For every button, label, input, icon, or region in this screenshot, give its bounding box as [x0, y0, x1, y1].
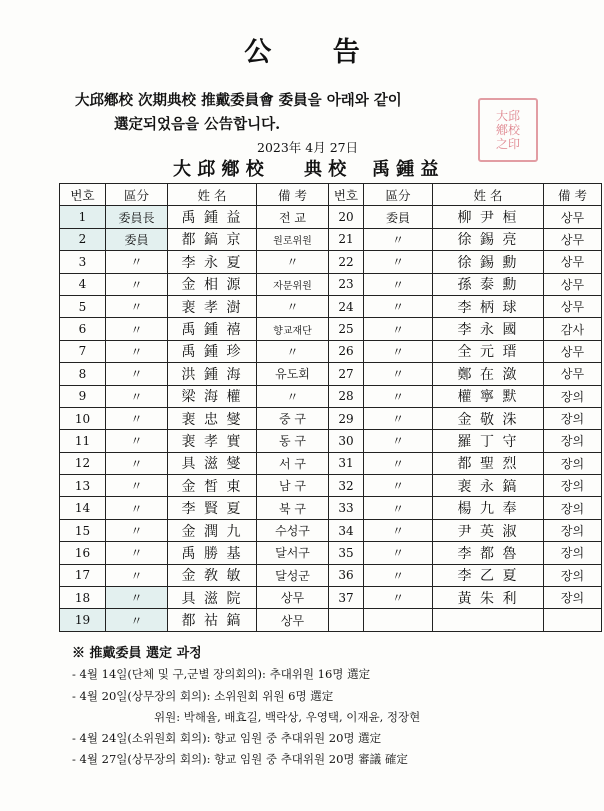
- member-division: 〃: [106, 542, 168, 564]
- member-name: 李 賢 夏: [168, 497, 257, 519]
- member-no: 17: [60, 564, 106, 586]
- member-no: 30: [329, 430, 364, 452]
- header-division: 區分: [364, 184, 433, 206]
- member-note: 장의: [544, 385, 602, 407]
- member-division: 〃: [106, 385, 168, 407]
- heading-name: 禹 鍾 益: [372, 159, 439, 180]
- table-row: [60, 497, 602, 519]
- member-no: 22: [329, 251, 364, 273]
- member-note: 〃: [257, 340, 329, 362]
- process-item: - 4월 20일(상무장의 회의): 소위원회 위원 6명 選定: [72, 689, 334, 703]
- header-no: 번호: [329, 184, 364, 206]
- member-no: 1: [60, 206, 106, 228]
- member-name: 金 敎 敏: [168, 564, 257, 586]
- member-division: 〃: [106, 295, 168, 317]
- member-no: 18: [60, 587, 106, 609]
- member-division: 〃: [364, 228, 433, 250]
- member-no: 11: [60, 430, 106, 452]
- table-row: [60, 273, 602, 295]
- member-no: 21: [329, 228, 364, 250]
- member-division: 〃: [364, 295, 433, 317]
- member-no: 6: [60, 318, 106, 340]
- member-name: 金 潤 九: [168, 519, 257, 541]
- member-name: 李 永 國: [433, 318, 544, 340]
- committee-table: [59, 183, 602, 632]
- member-no: 7: [60, 340, 106, 362]
- table-header-row: [60, 184, 602, 206]
- member-note: 상무: [544, 273, 602, 295]
- member-no: 12: [60, 452, 106, 474]
- member-division: 〃: [106, 340, 168, 362]
- member-no: 26: [329, 340, 364, 362]
- member-note: 향교재단: [257, 318, 329, 340]
- member-note: 달성군: [257, 564, 329, 586]
- member-division: 〃: [364, 430, 433, 452]
- member-note: 장의: [544, 542, 602, 564]
- member-no: 33: [329, 497, 364, 519]
- member-no: 37: [329, 587, 364, 609]
- member-name: 徐 錫 亮: [433, 228, 544, 250]
- member-note: 장의: [544, 587, 602, 609]
- member-name: 孫 泰 勳: [433, 273, 544, 295]
- member-name: 都 鎬 京: [168, 228, 257, 250]
- table-row: [60, 609, 602, 631]
- member-name: 裵 忠 燮: [168, 407, 257, 429]
- member-name: 禹 鍾 珍: [168, 340, 257, 362]
- table-row: [60, 318, 602, 340]
- table-row: [60, 340, 602, 362]
- table-row: [60, 542, 602, 564]
- member-name: 具 滋 院: [168, 587, 257, 609]
- member-name: 都 聖 烈: [433, 452, 544, 474]
- member-no: [329, 609, 364, 631]
- table-row: [60, 363, 602, 385]
- member-division: 〃: [106, 587, 168, 609]
- member-note: 감사: [544, 318, 602, 340]
- member-no: 24: [329, 295, 364, 317]
- member-name: 羅 丁 守: [433, 430, 544, 452]
- member-name: 具 滋 燮: [168, 452, 257, 474]
- member-note: 〃: [257, 251, 329, 273]
- member-division: 〃: [364, 340, 433, 362]
- member-name: 徐 錫 勳: [433, 251, 544, 273]
- member-no: 8: [60, 363, 106, 385]
- member-note: 상무: [257, 587, 329, 609]
- member-division: 〃: [364, 542, 433, 564]
- member-name: 金 敬 洙: [433, 407, 544, 429]
- notice-date: 2023年 4月 27日: [257, 140, 359, 155]
- member-division: 〃: [106, 475, 168, 497]
- member-note: 〃: [257, 295, 329, 317]
- member-name: 梁 海 權: [168, 385, 257, 407]
- member-note: 중 구: [257, 407, 329, 429]
- header-division: 區分: [106, 184, 168, 206]
- member-division: 〃: [106, 251, 168, 273]
- member-division: 委員: [106, 228, 168, 250]
- table-row: [60, 587, 602, 609]
- member-no: 31: [329, 452, 364, 474]
- member-note: 서 구: [257, 452, 329, 474]
- member-name: 黃 朱 利: [433, 587, 544, 609]
- table-row: [60, 475, 602, 497]
- member-note: 장의: [544, 452, 602, 474]
- member-division: 〃: [106, 430, 168, 452]
- member-name: 尹 英 淑: [433, 519, 544, 541]
- member-name: 李 都 魯: [433, 542, 544, 564]
- member-no: 25: [329, 318, 364, 340]
- member-note: 원로위원: [257, 228, 329, 250]
- member-division: 〃: [106, 519, 168, 541]
- table-row: [60, 407, 602, 429]
- member-division: 委員: [364, 206, 433, 228]
- member-division: 〃: [106, 363, 168, 385]
- member-note: 수성구: [257, 519, 329, 541]
- heading-role: 典 校: [304, 159, 347, 180]
- member-no: 16: [60, 542, 106, 564]
- member-note: 북 구: [257, 497, 329, 519]
- member-division: [364, 609, 433, 631]
- member-name: 全 元 瑨: [433, 340, 544, 362]
- member-note: 상무: [544, 251, 602, 273]
- member-name: 鄭 在 潋: [433, 363, 544, 385]
- member-name: 裵 孝 澍: [168, 295, 257, 317]
- member-no: 14: [60, 497, 106, 519]
- member-no: 13: [60, 475, 106, 497]
- member-division: 委員長: [106, 206, 168, 228]
- member-no: 3: [60, 251, 106, 273]
- member-no: 5: [60, 295, 106, 317]
- member-division: 〃: [106, 407, 168, 429]
- member-division: 〃: [364, 273, 433, 295]
- member-division: 〃: [364, 497, 433, 519]
- member-no: 28: [329, 385, 364, 407]
- member-name: 裵 孝 實: [168, 430, 257, 452]
- process-item: 위원: 박해율, 배효길, 백락상, 우영택, 이재윤, 정장현: [154, 710, 421, 724]
- member-division: 〃: [364, 318, 433, 340]
- member-no: 29: [329, 407, 364, 429]
- process-item: - 4월 24일(소위원회 회의): 향교 임원 중 추대위원 20명 選定: [72, 731, 382, 745]
- member-note: 상무: [544, 363, 602, 385]
- member-no: 10: [60, 407, 106, 429]
- member-note: 장의: [544, 564, 602, 586]
- member-no: 27: [329, 363, 364, 385]
- member-note: 장의: [544, 519, 602, 541]
- process-item: - 4월 14일(단체 및 구,군별 장의회의): 추대위원 16명 選定: [72, 667, 371, 681]
- member-name: 金 皙 東: [168, 475, 257, 497]
- member-note: 달서구: [257, 542, 329, 564]
- member-note: 남 구: [257, 475, 329, 497]
- page-title: 公 告: [244, 37, 386, 68]
- header-no: 번호: [60, 184, 106, 206]
- member-name: 李 柄 球: [433, 295, 544, 317]
- member-name: [433, 609, 544, 631]
- table-row: [60, 564, 602, 586]
- member-no: 36: [329, 564, 364, 586]
- member-note: 상무: [544, 340, 602, 362]
- member-division: 〃: [364, 519, 433, 541]
- header-note: 備 考: [257, 184, 329, 206]
- member-name: 都 祜 鎬: [168, 609, 257, 631]
- official-seal: 大邱 鄕校 之印: [478, 98, 538, 162]
- member-note: 장의: [544, 497, 602, 519]
- table-row: [60, 295, 602, 317]
- member-note: 〃: [257, 385, 329, 407]
- member-no: 35: [329, 542, 364, 564]
- member-note: 장의: [544, 430, 602, 452]
- member-no: 4: [60, 273, 106, 295]
- member-note: 자문위원: [257, 273, 329, 295]
- member-division: 〃: [364, 452, 433, 474]
- member-division: 〃: [364, 363, 433, 385]
- member-note: 유도회: [257, 363, 329, 385]
- table-row: [60, 430, 602, 452]
- member-note: 상무: [257, 609, 329, 631]
- member-name: 禹 鍾 益: [168, 206, 257, 228]
- member-name: 裵 永 鎬: [433, 475, 544, 497]
- member-note: 전 교: [257, 206, 329, 228]
- member-note: [544, 609, 602, 631]
- table-row: [60, 519, 602, 541]
- member-no: 23: [329, 273, 364, 295]
- member-note: 상무: [544, 206, 602, 228]
- member-no: 9: [60, 385, 106, 407]
- member-no: 15: [60, 519, 106, 541]
- heading-org: 大 邱 鄕 校: [173, 159, 264, 180]
- member-no: 2: [60, 228, 106, 250]
- member-division: 〃: [106, 452, 168, 474]
- member-division: 〃: [106, 609, 168, 631]
- member-note: 상무: [544, 228, 602, 250]
- table-row: [60, 251, 602, 273]
- member-no: 32: [329, 475, 364, 497]
- member-no: 19: [60, 609, 106, 631]
- member-division: 〃: [364, 407, 433, 429]
- process-title: ※ 推戴委員 選定 과정: [72, 646, 202, 661]
- member-division: 〃: [106, 564, 168, 586]
- member-division: 〃: [106, 497, 168, 519]
- member-name: 李 永 夏: [168, 251, 257, 273]
- member-name: 權 寧 默: [433, 385, 544, 407]
- member-division: 〃: [106, 318, 168, 340]
- member-name: 柳 尹 桓: [433, 206, 544, 228]
- member-note: 동 구: [257, 430, 329, 452]
- header-name: 姓 名: [168, 184, 257, 206]
- member-name: 洪 鍾 海: [168, 363, 257, 385]
- table-row: [60, 385, 602, 407]
- intro-line-1: 大邱鄕校 次期典校 推戴委員會 委員을 아래와 같이: [75, 92, 402, 109]
- member-no: 34: [329, 519, 364, 541]
- process-item: - 4월 27일(상무장의 회의): 향교 임원 중 추대위원 20명 審議 確定: [72, 752, 408, 766]
- member-name: 禹 勝 基: [168, 542, 257, 564]
- table-row: [60, 206, 602, 228]
- member-name: 楊 九 奉: [433, 497, 544, 519]
- member-name: 李 乙 夏: [433, 564, 544, 586]
- member-division: 〃: [364, 587, 433, 609]
- member-name: 金 相 源: [168, 273, 257, 295]
- member-division: 〃: [364, 475, 433, 497]
- member-note: 상무: [544, 295, 602, 317]
- member-note: 장의: [544, 475, 602, 497]
- table-row: [60, 228, 602, 250]
- member-note: 장의: [544, 407, 602, 429]
- header-name: 姓 名: [433, 184, 544, 206]
- member-division: 〃: [106, 273, 168, 295]
- header-note: 備 考: [544, 184, 602, 206]
- member-division: 〃: [364, 564, 433, 586]
- member-no: 20: [329, 206, 364, 228]
- table-row: [60, 452, 602, 474]
- member-division: 〃: [364, 385, 433, 407]
- member-name: 禹 鍾 禧: [168, 318, 257, 340]
- member-division: 〃: [364, 251, 433, 273]
- intro-line-2: 選定되었음을 公告합니다.: [114, 116, 281, 133]
